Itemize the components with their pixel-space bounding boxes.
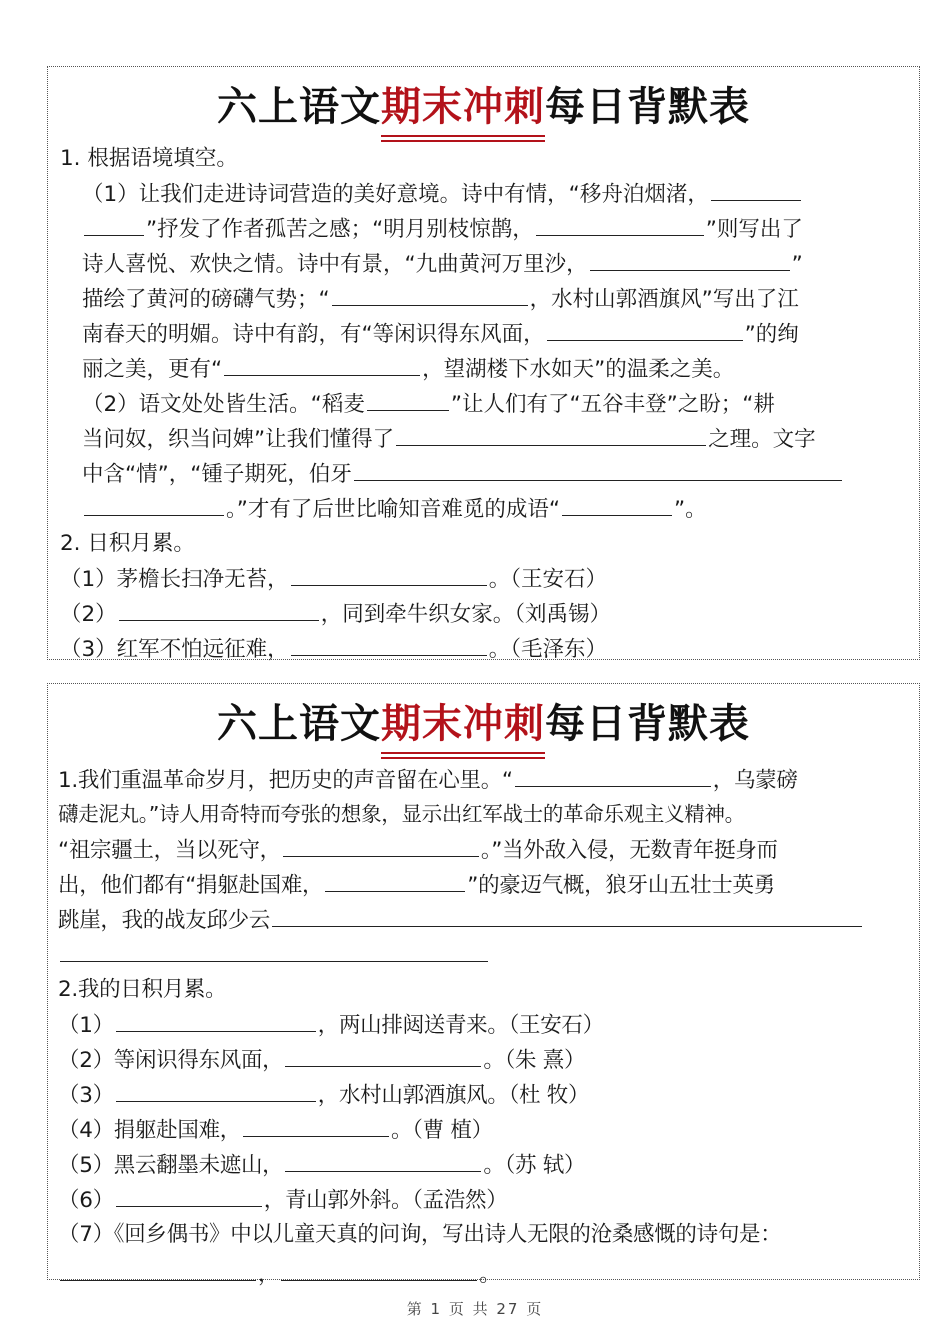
text-line: 出，他们都有“捐躯赴国难， ”的豪迈气概，狼牙山五壮士英勇 (58, 867, 907, 902)
worksheet-card-1 (47, 66, 920, 660)
recite-item: （3） ，水村山郭酒旗风。（杜 牧） (58, 1077, 907, 1112)
recite-item: （7）《回乡偶书》中以儿童天真的问询，写出诗人无限的沧桑感慨的诗句是： (58, 1222, 782, 1247)
worksheet-title (48, 81, 919, 133)
fill-blank[interactable] (116, 1077, 316, 1102)
fill-blank[interactable] (224, 351, 420, 376)
fill-blank[interactable] (84, 491, 224, 516)
fill-blank[interactable] (325, 867, 465, 892)
recite-item: （4）捐躯赴国难， 。（曹 植） (58, 1112, 907, 1147)
fill-blank[interactable] (84, 211, 144, 236)
worksheet-card-2 (47, 683, 920, 1287)
recite-item: （2）等闲识得东风面， 。（朱 熹） (58, 1042, 907, 1077)
recite-item-answer: ， 。 (58, 1256, 907, 1291)
text-line: 跳崖，我的战友邱少云 (58, 902, 907, 937)
recite-item: （3）红军不怕远征难， 。（毛泽东） (60, 631, 907, 666)
fill-blank[interactable] (119, 596, 319, 621)
text-line: ”抒发了作者孤苦之感；“明月别枝惊鹊， ”则写出了 (60, 211, 907, 246)
fill-blank[interactable] (116, 1182, 262, 1207)
text-line: 丽之美，更有“ ，望湖楼下水如天”的温柔之美。 (60, 351, 907, 386)
fill-blank[interactable] (536, 211, 704, 236)
text-line (58, 937, 907, 972)
fill-blank[interactable] (243, 1112, 389, 1137)
fill-blank[interactable] (285, 1147, 481, 1172)
recite-item: （5）黑云翻墨未遮山， 。（苏 轼） (58, 1147, 907, 1182)
text-line: “祖宗疆土，当以死守， 。”当外敌入侵，无数青年挺身而 (58, 832, 907, 867)
fill-blank[interactable] (332, 281, 528, 306)
text-line: 描绘了黄河的磅礴气势；“ ，水村山郭酒旗风”写出了江 (60, 281, 907, 316)
text-line: 礴走泥丸。”诗人用奇特而夸张的想象，显示出红军战士的革命乐观主义精神。 (58, 802, 745, 826)
question-body (48, 141, 919, 666)
title-prefix: 六上语文 (217, 701, 381, 747)
fill-blank[interactable] (60, 1256, 256, 1281)
title-highlight: 期末冲刺 (381, 81, 545, 133)
text-line: 。”才有了后世比喻知音难觅的成语“ ”。 (60, 491, 907, 526)
worksheet-title (48, 698, 919, 750)
recite-item: （1） ，两山排闼送青来。（王安石） (58, 1007, 907, 1042)
text-line: 南春天的明媚。诗中有韵，有“等闲识得东风面， ”的绚 (60, 316, 907, 351)
fill-blank[interactable] (547, 316, 743, 341)
fill-blank[interactable] (291, 631, 487, 656)
question-heading: 2. 日积月累。 (60, 531, 195, 556)
fill-blank[interactable] (590, 246, 790, 271)
fill-blank[interactable] (60, 937, 488, 962)
text-line: 当问奴，织当问婢”让我们懂得了 之理。文字 (60, 421, 907, 456)
recite-item: （1）茅檐长扫净无苔， 。（王安石） (60, 561, 907, 596)
recite-item: （2） ，同到牵牛织女家。（刘禹锡） (60, 596, 907, 631)
title-prefix: 六上语文 (217, 84, 381, 130)
fill-blank[interactable] (281, 1256, 477, 1281)
fill-blank[interactable] (367, 386, 449, 411)
text-line: （1）让我们走进诗词营造的美好意境。诗中有情，“移舟泊烟渚， (60, 176, 907, 211)
fill-blank[interactable] (562, 491, 672, 516)
fill-blank[interactable] (291, 561, 487, 586)
text-line: 中含“情”，“锺子期死，伯牙 (60, 456, 907, 491)
question-heading: 2.我的日积月累。 (58, 977, 227, 1002)
recite-item: （6） ，青山郭外斜。（孟浩然） (58, 1182, 907, 1217)
fill-blank[interactable] (116, 1007, 316, 1032)
title-highlight: 期末冲刺 (381, 698, 545, 750)
fill-blank[interactable] (354, 456, 842, 481)
fill-blank[interactable] (711, 176, 801, 201)
text-line: 1.我们重温革命岁月，把历史的声音留在心里。“ ，乌蒙磅 (58, 762, 907, 797)
question-heading: 1. 根据语境填空。 (60, 146, 238, 171)
question-body (48, 762, 919, 1291)
title-suffix: 每日背默表 (545, 84, 750, 130)
fill-blank[interactable] (283, 832, 479, 857)
fill-blank[interactable] (285, 1042, 481, 1067)
text-line: （2）语文处处皆生活。“稻麦 ”让人们有了“五谷丰登”之盼；“耕 (60, 386, 907, 421)
text-line: 诗人喜悦、欢快之情。诗中有景，“九曲黄河万里沙， ” (60, 246, 907, 281)
fill-blank[interactable] (272, 902, 862, 927)
fill-blank[interactable] (515, 762, 711, 787)
page-footer: 第 1 页 共 27 页 (406, 1300, 544, 1318)
title-suffix: 每日背默表 (545, 701, 750, 747)
fill-blank[interactable] (396, 421, 706, 446)
